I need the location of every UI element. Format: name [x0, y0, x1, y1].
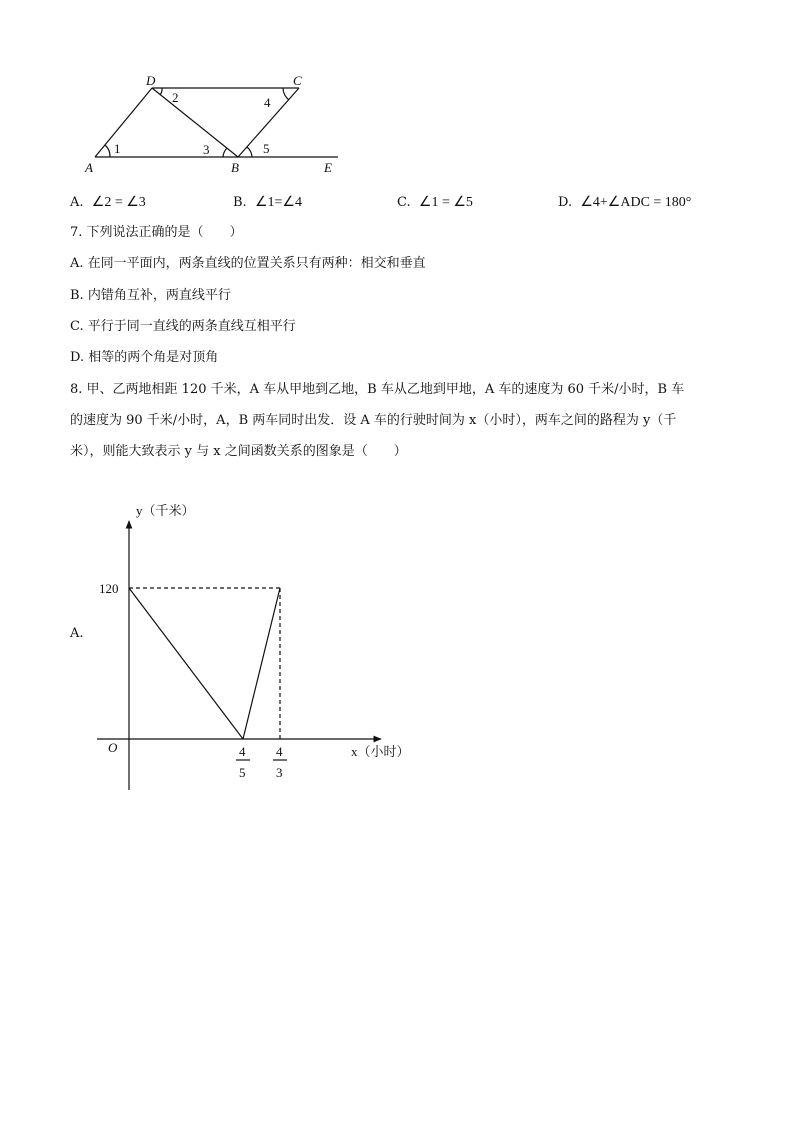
line-D-B	[152, 88, 238, 157]
x-tick1-numerator: 4	[239, 744, 246, 759]
x-tick2-numerator: 4	[276, 744, 283, 759]
angle-label-1: 1	[114, 141, 121, 156]
x-axis-label: x（小时）	[351, 744, 410, 759]
q7-option-b: B. 内错角互补，两直线平行	[70, 288, 231, 303]
x-tick2-denominator: 3	[276, 765, 283, 780]
arc-angle-2	[160, 88, 162, 95]
q6-option-c: C. ∠1 = ∠5	[397, 195, 473, 210]
arc-angle-5	[247, 147, 252, 157]
point-label-E: E	[324, 160, 332, 175]
angle-label-4: 4	[264, 95, 271, 110]
graph-option-label: A.	[70, 626, 84, 641]
arc-angle-3	[223, 148, 227, 157]
point-label-B: B	[231, 160, 239, 175]
angle-label-2: 2	[172, 90, 179, 105]
q8-stem-line3: 米），则能大致表示 y 与 x 之间函数关系的图象是（ ）	[70, 444, 407, 459]
geometry-figure	[80, 70, 360, 178]
q7-stem: 7. 下列说法正确的是（ ）	[70, 225, 243, 240]
angle-label-5: 5	[263, 141, 270, 156]
point-label-A: A	[85, 160, 93, 175]
q7-option-a: A. 在同一平面内，两条直线的位置关系只有两种：相交和垂直	[70, 256, 426, 271]
q6-option-a: A. ∠2 = ∠3	[70, 195, 146, 210]
y-axis-label: y（千米）	[136, 503, 195, 518]
q6-option-d: D. ∠4+∠ADC = 180°	[558, 195, 692, 210]
q7-option-c: C. 平行于同一直线的两条直线互相平行	[70, 319, 296, 334]
arc-angle-1	[105, 145, 110, 157]
x-tick1-denominator: 5	[239, 765, 246, 780]
arc-angle-4	[283, 88, 289, 100]
y-tick-120: 120	[99, 581, 119, 596]
q6-option-b: B. ∠1=∠4	[233, 195, 302, 210]
q8-stem-line2: 的速度为 90 千米/小时，A，B 两车同时出发．设 A 车的行驶时间为 x（小时），两车之间的路程为 y（千	[70, 413, 677, 428]
q7-option-d: D. 相等的两个角是对顶角	[70, 350, 219, 365]
function-graph	[90, 495, 410, 795]
segment-decreasing	[129, 588, 243, 739]
angle-label-3: 3	[203, 142, 210, 157]
point-label-D: D	[146, 73, 156, 88]
segment-increasing	[243, 588, 280, 739]
origin-label: O	[108, 740, 118, 755]
line-A-D	[95, 88, 152, 157]
point-label-C: C	[293, 73, 302, 88]
q8-stem-line1: 8. 甲、乙两地相距 120 千米，A 车从甲地到乙地，B 车从乙地到甲地，A 车的速度为 60 千米/小时，B 车	[70, 382, 685, 397]
